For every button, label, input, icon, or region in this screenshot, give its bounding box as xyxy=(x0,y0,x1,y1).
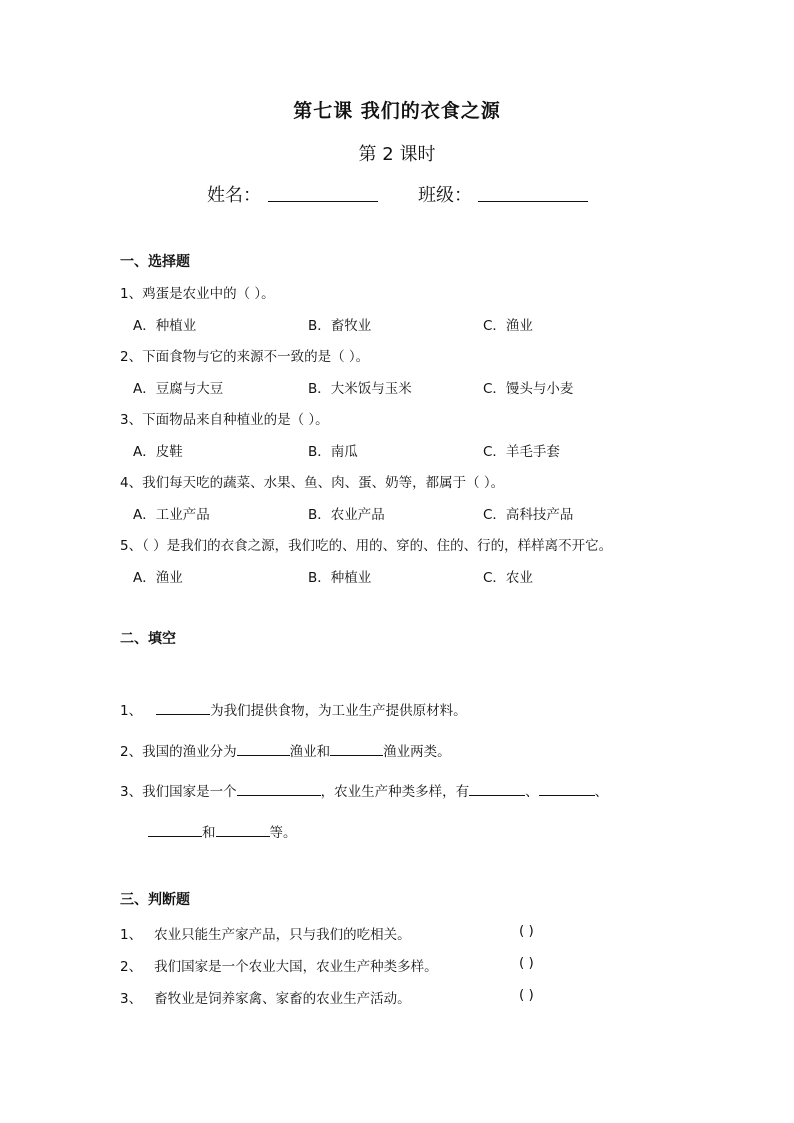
choice-3-option-c: C．羊毛手套 xyxy=(483,444,560,460)
choice-question-1: 1、鸡蛋是农业中的（ ）。 xyxy=(120,286,275,302)
fill-1-number: 1、 xyxy=(120,703,143,719)
fill-2-blank-2[interactable] xyxy=(330,741,383,756)
fill-2-text-c: 渔业两类。 xyxy=(383,744,451,760)
judge-3-number: 3、 xyxy=(120,991,143,1007)
fill-2-text-a: 2、我国的渔业分为 xyxy=(120,744,237,760)
choice-1-option-a: A．种植业 xyxy=(133,318,197,334)
fill-3-text-a: 3、我们国家是一个 xyxy=(120,784,237,800)
fill-question-1 xyxy=(120,699,467,719)
judge-2-text: 我们国家是一个农业大国，农业生产种类多样。 xyxy=(154,959,438,975)
class-label: 班级： xyxy=(418,185,472,206)
name-blank[interactable] xyxy=(268,200,378,202)
choice-1-option-c: C．渔业 xyxy=(483,318,533,334)
fill-3-blank-4[interactable] xyxy=(148,822,202,837)
fill-1-blank[interactable] xyxy=(156,700,210,715)
section-choice-heading: 一、选择题 xyxy=(120,254,190,270)
lesson-subtitle: 第 2 课时 xyxy=(358,144,436,165)
choice-5-option-a: A．渔业 xyxy=(133,570,183,586)
section-judge-heading: 三、判断题 xyxy=(120,892,190,908)
choice-5-option-b: B．种植业 xyxy=(308,570,372,586)
choice-2-option-a: A．豆腐与大豆 xyxy=(133,381,224,397)
judge-1-text: 农业只能生产家产品，只与我们的吃相关。 xyxy=(154,927,411,943)
fill-1-text: 为我们提供食物，为工业生产提供原材料。 xyxy=(210,703,467,719)
section-fill-heading: 二、填空 xyxy=(120,631,176,647)
choice-2-option-b: B．大米饭与玉米 xyxy=(308,381,412,397)
judge-3-text: 畜牧业是饲养家禽、家畜的农业生产活动。 xyxy=(154,991,411,1007)
fill-question-3-continued xyxy=(148,821,297,841)
choice-4-option-c: C．高科技产品 xyxy=(483,507,574,523)
choice-4-option-a: A．工业产品 xyxy=(133,507,210,523)
choice-1-option-b: B．畜牧业 xyxy=(308,318,372,334)
choice-3-option-a: A．皮鞋 xyxy=(133,444,183,460)
choice-2-option-c: C．馒头与小麦 xyxy=(483,381,574,397)
judge-3-answer-paren[interactable]: ( ) xyxy=(519,987,534,1003)
judge-question-1 xyxy=(120,923,411,943)
judge-2-number: 2、 xyxy=(120,959,143,975)
judge-question-3 xyxy=(120,987,411,1007)
choice-question-3: 3、下面物品来自种植业的是（ ）。 xyxy=(120,412,329,428)
class-blank[interactable] xyxy=(478,200,588,202)
fill-question-3 xyxy=(120,780,608,800)
judge-question-2 xyxy=(120,955,438,975)
fill-3-blank-2[interactable] xyxy=(469,781,525,796)
fill-3-sep-2: 、 xyxy=(594,784,609,800)
judge-1-answer-paren[interactable]: ( ) xyxy=(519,923,534,939)
judge-1-number: 1、 xyxy=(120,927,143,943)
fill-3-text-e: 等。 xyxy=(269,825,297,841)
choice-question-4: 4、我们每天吃的蔬菜、水果、鱼、肉、蛋、奶等，都属于（ ）。 xyxy=(120,475,505,491)
choice-question-5: 5、（ ）是我们的衣食之源，我们吃的、用的、穿的、住的、行的，样样离不开它。 xyxy=(120,538,613,554)
fill-3-sep-1: 、 xyxy=(525,784,539,800)
fill-question-2 xyxy=(120,740,451,760)
judge-2-answer-paren[interactable]: ( ) xyxy=(519,955,534,971)
fill-3-blank-1[interactable] xyxy=(237,781,321,796)
choice-question-2: 2、下面食物与它的来源不一致的是（ ）。 xyxy=(120,349,370,365)
fill-3-text-b: ，农业生产种类多样，有 xyxy=(320,784,470,800)
fill-3-blank-3[interactable] xyxy=(539,781,595,796)
fill-3-text-d: 和 xyxy=(202,825,216,841)
fill-3-blank-5[interactable] xyxy=(216,822,270,837)
name-label: 姓名： xyxy=(207,185,261,206)
choice-5-option-c: C．农业 xyxy=(483,570,533,586)
fill-2-text-b: 渔业和 xyxy=(289,744,331,760)
choice-4-option-b: B．农业产品 xyxy=(308,507,385,523)
fill-2-blank-1[interactable] xyxy=(237,741,290,756)
choice-3-option-b: B．南瓜 xyxy=(308,444,358,460)
lesson-title: 第七课 我们的衣食之源 xyxy=(293,100,501,122)
